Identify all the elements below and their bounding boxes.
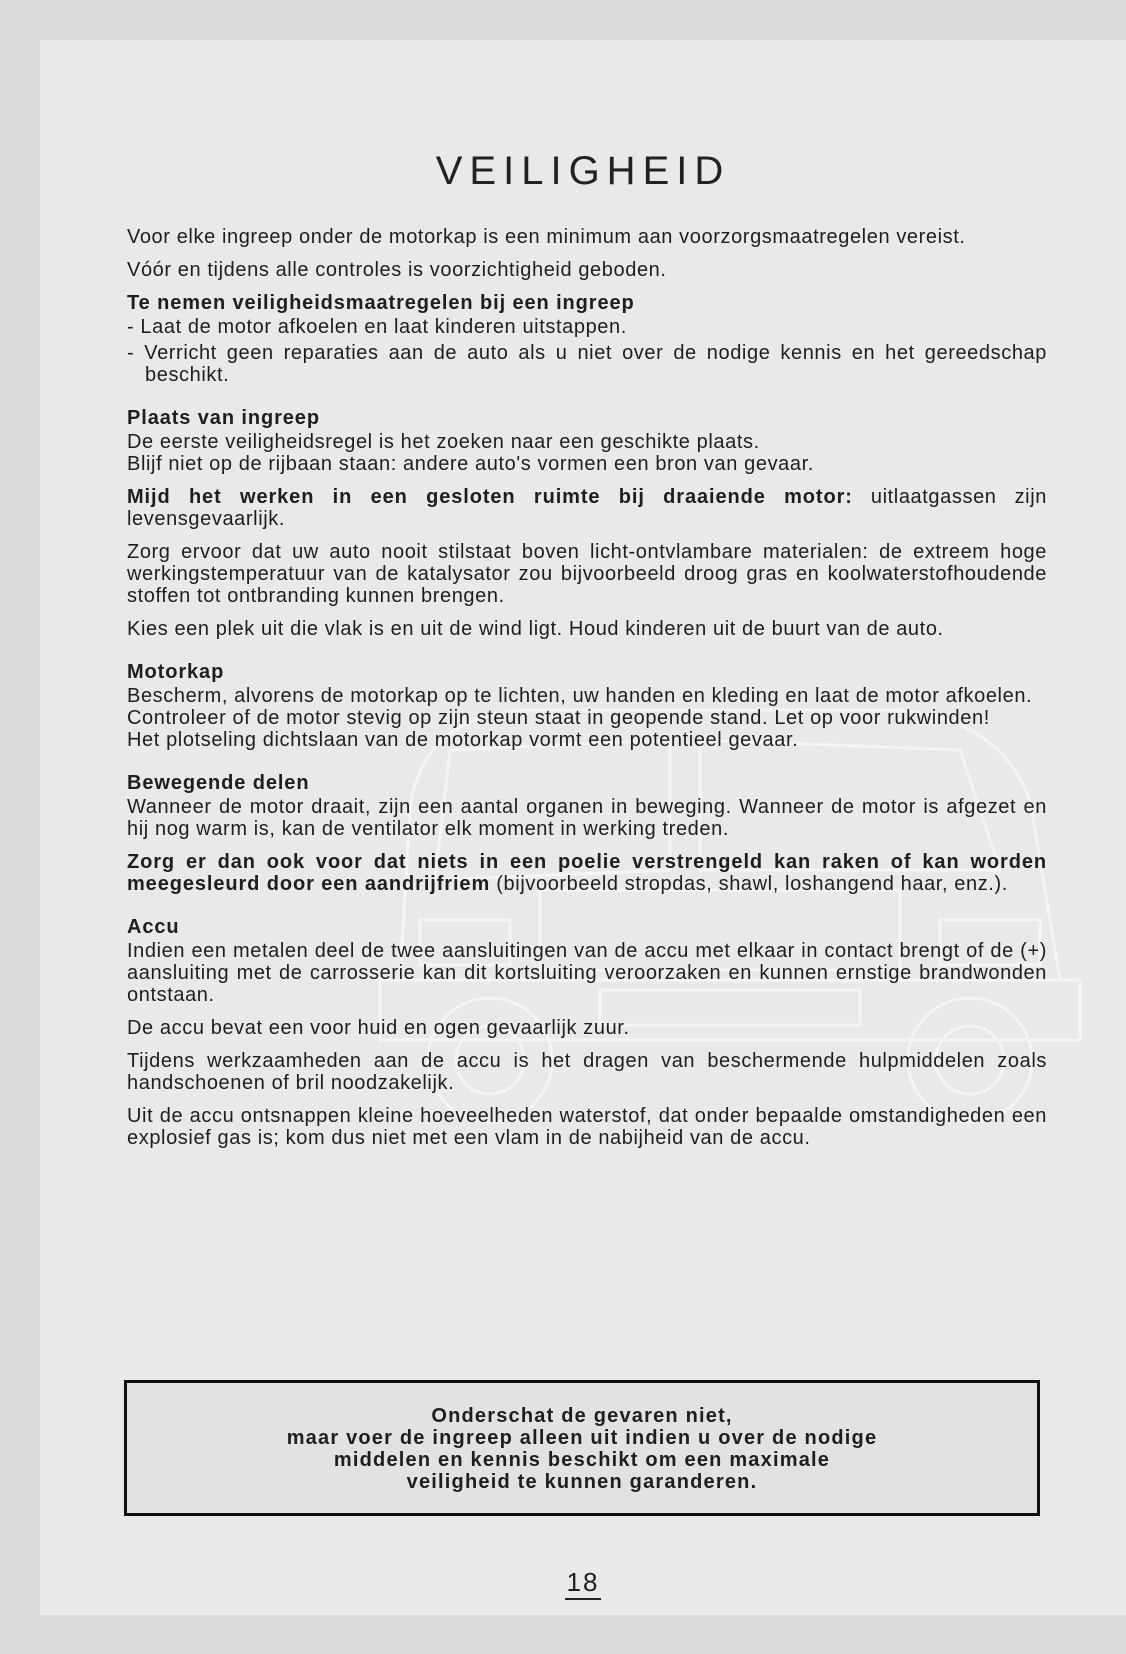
section-heading-maatregelen: Te nemen veiligheidsmaatregelen bij een ingreep	[127, 292, 635, 314]
accu-paragraph: De accu bevat een voor huid en ogen gevaarlijk zuur.	[127, 1017, 630, 1039]
warning-line: Onderschat de gevaren niet,	[431, 1405, 733, 1427]
section-heading-accu: Accu	[127, 916, 180, 938]
page-number: 18	[565, 1567, 602, 1600]
section-heading-plaats: Plaats van ingreep	[127, 407, 320, 429]
intro-paragraph: Voor elke ingreep onder de motorkap is een minimum aan voorzorgsmaatregelen vereist.	[127, 226, 966, 248]
list-item: - Verricht geen reparaties aan de auto als u niet over de nodige kennis en het gereedschap beschikt.	[127, 342, 1047, 386]
maatregelen-list	[127, 316, 1047, 386]
page-number-container	[40, 1567, 1126, 1598]
bold-emphasis: Zorg er dan ook voor dat niets in een poelie verstrengeld kan raken of kan worden meegesleurd door een aandrijfriem	[127, 851, 1047, 895]
plaats-paragraph: Blijf niet op de rijbaan staan: andere auto's vormen een bron van gevaar.	[127, 453, 814, 475]
manual-page	[40, 40, 1126, 1615]
plaats-paragraph: De eerste veiligheidsregel is het zoeken naar een geschikte plaats.	[127, 431, 760, 453]
motorkap-paragraph: Controleer of de motor stevig op zijn steun staat in geopende stand. Let op voor rukwinden!	[127, 707, 990, 729]
warning-box	[124, 1380, 1040, 1516]
plaats-paragraph: Zorg ervoor dat uw auto nooit stilstaat boven licht-ontvlambare materialen: de extreem hoge werkingstemperatuur van de katalysator zou bijvoorbeeld droog gras en koolwaterstofhoudende stoffen tot ontbranding kunnen brengen.	[127, 541, 1047, 607]
plaats-paragraph: Kies een plek uit die vlak is en uit de wind ligt. Houd kinderen uit de buurt van de auto.	[127, 618, 944, 640]
warning-line: middelen en kennis beschikt om een maximale	[333, 1449, 831, 1471]
section-heading-delen: Bewegende delen	[127, 772, 310, 794]
section-heading-motorkap: Motorkap	[127, 661, 225, 683]
body-text	[127, 226, 1047, 1160]
delen-paragraph-warning	[127, 851, 1047, 895]
motorkap-paragraph: Het plotseling dichtslaan van de motorkap vormt een potentieel gevaar.	[127, 729, 799, 751]
warning-line: veiligheid te kunnen garanderen.	[406, 1471, 758, 1493]
accu-paragraph: Uit de accu ontsnappen kleine hoeveelheden waterstof, dat onder bepaalde omstandigheden een explosief gas is; kom dus niet met een vlam in de nabijheid van de accu.	[127, 1105, 1047, 1149]
page-title: VEILIGHEID	[435, 148, 731, 193]
motorkap-paragraph: Bescherm, alvorens de motorkap op te lichten, uw handen en kleding en laat de motor afkoelen.	[127, 685, 1033, 707]
delen-paragraph: Wanneer de motor draait, zijn een aantal organen in beweging. Wanneer de motor is afgezet en hij nog warm is, kan de ventilator elk moment in werking treden.	[127, 796, 1047, 840]
accu-paragraph: Indien een metalen deel de twee aansluitingen van de accu met elkaar in contact brengt of de (+) aansluiting met de carrosserie kan dit kortsluiting veroorzaken en kunnen ernstige brandwonden ontstaan.	[127, 940, 1047, 1006]
warning-line: maar voer de ingreep alleen uit indien u over de nodige	[286, 1427, 878, 1449]
plaats-paragraph-warning	[127, 486, 1047, 530]
intro-paragraph: Vóór en tijdens alle controles is voorzichtigheid geboden.	[127, 259, 667, 281]
list-item: - Laat de motor afkoelen en laat kinderen uitstappen.	[127, 316, 1047, 338]
accu-paragraph: Tijdens werkzaamheden aan de accu is het dragen van beschermende hulpmiddelen zoals handschoenen of bril noodzakelijk.	[127, 1050, 1047, 1094]
paragraph-text: (bijvoorbeeld stropdas, shawl, loshangend haar, enz.).	[490, 873, 1008, 895]
bold-emphasis: Mijd het werken in een gesloten ruimte bij draaiende motor:	[127, 486, 853, 508]
paragraph-text: uitlaatgassen zijn levensgevaarlijk.	[127, 486, 1047, 530]
